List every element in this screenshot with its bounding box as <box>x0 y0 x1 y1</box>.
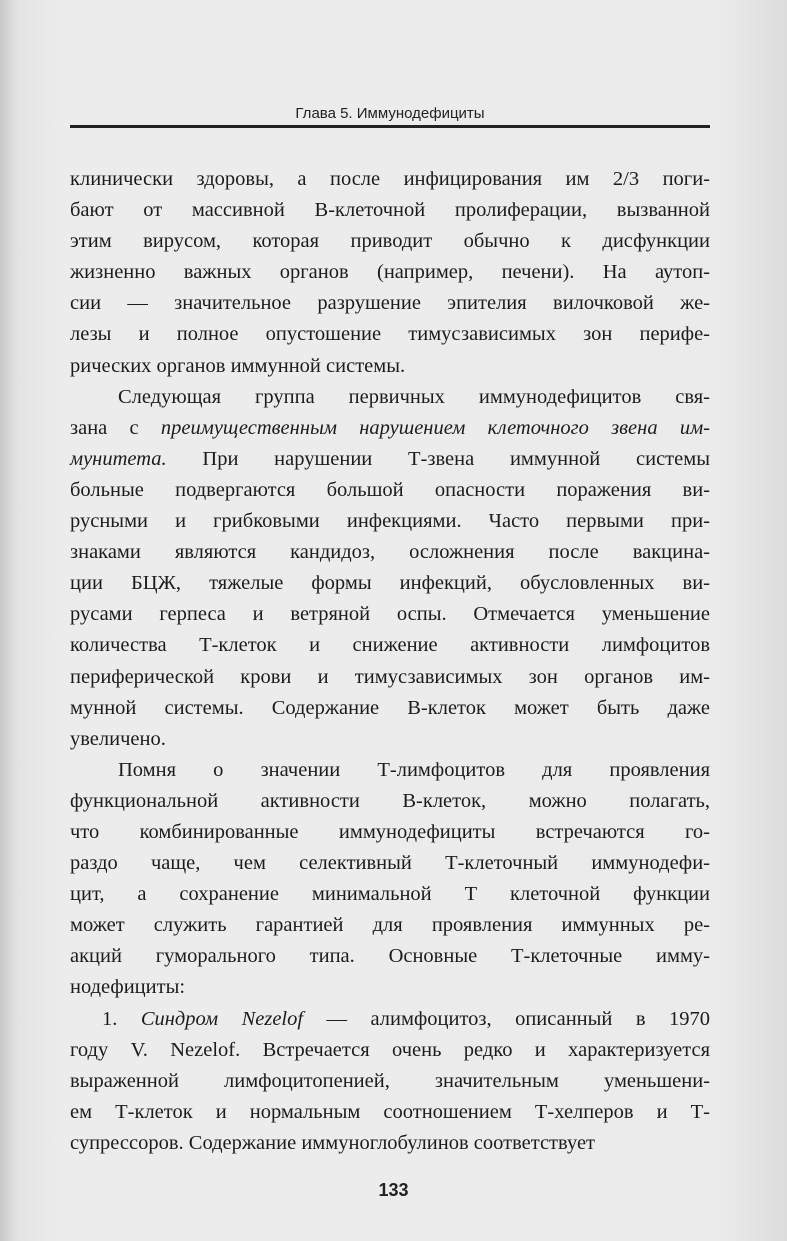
text-line: лезы и полное опустошение тимусзависимых зон перифе- <box>70 323 710 346</box>
text-line: Следующая группа первичных иммунодефицитов свя- <box>118 385 710 408</box>
text-segment: При нарушении Т-звена иммунной системы <box>166 447 710 470</box>
text-line: цит, а сохранение минимальной Т клеточной функции <box>70 883 710 906</box>
text-segment: 1. <box>102 1007 141 1030</box>
text-line <box>70 1004 710 1035</box>
page-number: 133 <box>378 1180 409 1200</box>
text-line <box>70 444 710 475</box>
text-line: периферической крови и тимусзависимых зон органов им- <box>70 665 710 688</box>
text-line: больные подвергаются большой опасности поражения ви- <box>70 478 710 501</box>
text-line: что комбинированные иммунодефициты встречаются го- <box>70 820 710 843</box>
text-line: бают от массивной В-клеточной пролиферации, вызванной <box>70 199 710 222</box>
text-line: знаками являются кандидоз, осложнения после вакцина- <box>70 541 710 564</box>
text-line: рических органов иммунной системы. <box>70 354 406 377</box>
text-line: супрессоров. Содержание иммуноглобулинов соответствует <box>70 1131 596 1154</box>
text-line: нодефициты: <box>70 976 186 999</box>
text-line: мунной системы. Содержание В-клеток может быть даже <box>70 696 710 719</box>
text-line: клинически здоровы, а после инфицирования им 2/3 поги- <box>70 168 710 190</box>
text-line: жизненно важных органов (например, печени). На аутоп- <box>70 261 710 284</box>
chapter-title: Глава 5. Иммунодефициты <box>295 105 485 122</box>
text-line: году V. Nezelof. Встречается очень редко и характеризуется <box>70 1038 710 1061</box>
text-line: сии — значительное разрушение эпителия вилочковой же- <box>70 292 710 315</box>
text-line <box>70 413 710 444</box>
text-line: ем Т-клеток и нормальным соотношением Т-хелперов и Т- <box>70 1100 710 1123</box>
running-header <box>70 101 710 128</box>
text-segment: — алимфоцитоз, описанный в 1970 <box>303 1007 711 1030</box>
text-line: Помня о значении Т-лимфоцитов для проявления <box>118 758 710 781</box>
text-line: функциональной активности В-клеток, можно полагать, <box>70 789 710 812</box>
text-line: ции БЦЖ, тяжелые формы инфекций, обусловленных ви- <box>70 572 710 595</box>
text-line: количества Т-клеток и снижение активности лимфоцитов <box>70 634 710 657</box>
italic-emphasis: преимущественным нарушением клеточного звена им- <box>160 416 710 439</box>
text-line: может служить гарантией для проявления иммунных ре- <box>70 914 710 937</box>
text-line: выраженной лимфоцитопенией, значительным уменьшени- <box>70 1069 710 1092</box>
italic-emphasis: Синдром Nezelof <box>140 1007 304 1030</box>
text-segment: зана с <box>70 416 161 439</box>
body-text <box>70 164 710 1159</box>
italic-emphasis: мунитета. <box>70 447 167 470</box>
text-line: увеличено. <box>70 727 166 750</box>
text-line: раздо чаще, чем селективный Т-клеточный иммунодефи- <box>70 852 710 875</box>
text-line: русными и грибковыми инфекциями. Часто первыми при- <box>70 510 710 533</box>
text-line: русами герпеса и ветряной оспы. Отмечается уменьшение <box>70 603 710 626</box>
text-line: этим вирусом, которая приводит обычно к дисфункции <box>70 230 710 253</box>
text-line: акций гуморального типа. Основные Т-клеточные имму- <box>70 945 710 968</box>
